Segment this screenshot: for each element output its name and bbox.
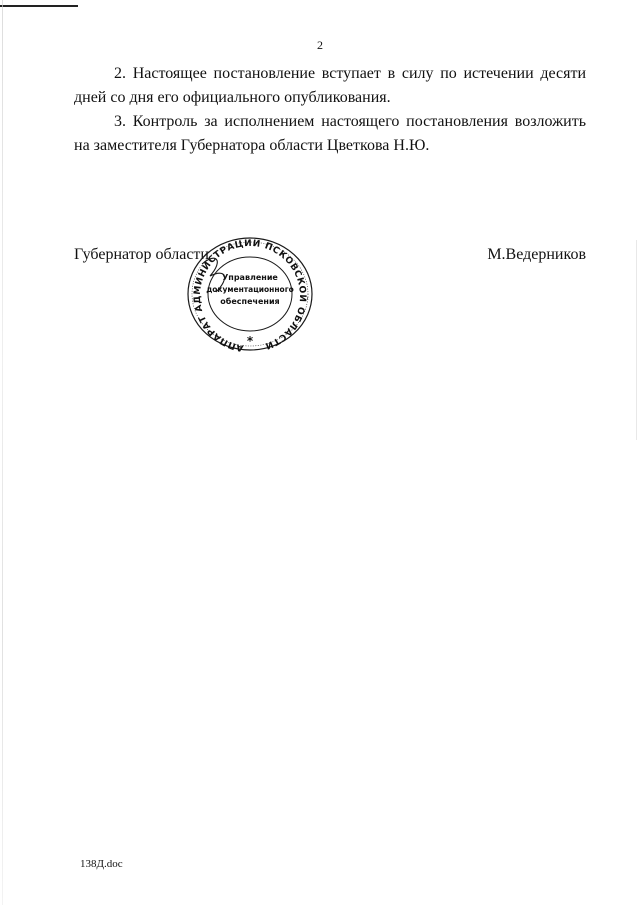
footer-filename: 138Д.doc [80, 858, 123, 870]
page-number: 2 [317, 38, 323, 52]
paragraph-2: 2. Настоящее постановление вступает в силу по истечении десяти дней со дня его официального опубликования. [74, 65, 586, 106]
seal-star: * [246, 334, 254, 348]
seal-inner-ring [208, 257, 292, 331]
official-seal [186, 234, 314, 352]
seal-center-line-1: Управление [222, 273, 278, 282]
seal-center-line-2: документационного [206, 285, 294, 294]
seal-center-line-3: обеспечения [220, 297, 280, 306]
seal-ring-text: АППАРАТ АДМИНИСТРАЦИИ ПСКОВСКОЙ ОБЛАСТИ [192, 238, 308, 352]
paragraph-3: 3. Контроль за исполнением настоящего постановления возложить на заместителя Губернатора области Цветкова Н.Ю. [74, 113, 586, 154]
signatory-title: Губернатор области [74, 246, 209, 263]
signatory-name: М.Ведерников [487, 246, 586, 263]
scan-corner-mark [0, 0, 78, 7]
scan-edge-left [2, 0, 3, 905]
scan-edge-right [636, 240, 637, 440]
